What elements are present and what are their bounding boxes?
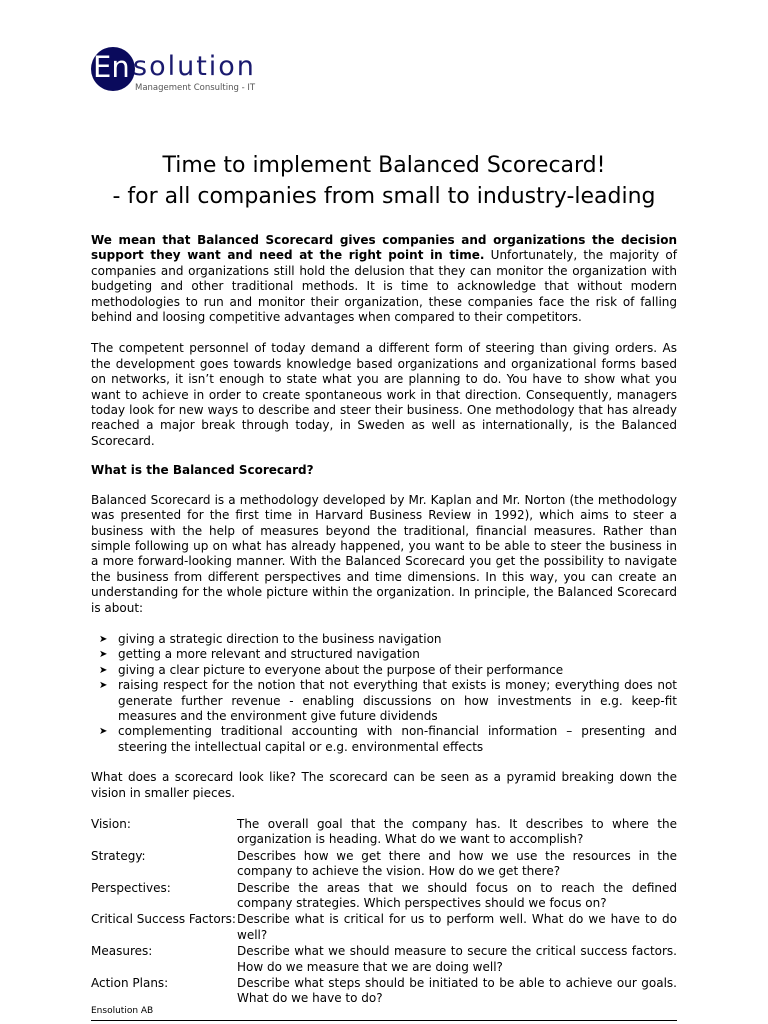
table-row bbox=[91, 944, 677, 976]
table-row bbox=[91, 817, 677, 849]
term: Action Plans: bbox=[91, 976, 169, 991]
description: Describe what we should measure to secure the critical success factors. How do we measure that we are doing well? bbox=[237, 944, 677, 974]
footer-company: Ensolution AB bbox=[91, 1006, 154, 1016]
paragraph-2: The competent personnel of today demand a different form of steering than giving orders. As the development goes towards knowledge based organizations and organizational forms based on networks, it isn’t enough to state what you are planning to do. You have to show what you want to achieve in order to create spontaneous work in that direction. Consequently, managers today look for new ways to describe and steer their business. One methodology that has already reached a major break through today, in Sweden as well as internationally, is the Balanced Scorecard. bbox=[91, 341, 677, 448]
list-item: ➤ complementing traditional accounting with non-financial information – presenting and steering the intellectual capital or e.g. environmental effects bbox=[118, 724, 677, 755]
description: Describes how we get there and how we use the resources in the company to achieve the vision. How do we get there? bbox=[237, 848, 677, 879]
table-row bbox=[91, 881, 677, 913]
logo-tagline: Management Consulting - IT bbox=[135, 83, 256, 93]
paragraph-4: What does a scorecard look like? The scorecard can be seen as a pyramid breaking down the vision in smaller pieces. bbox=[91, 770, 677, 800]
intro-bold: We mean that Balanced Scorecard gives companies and organizations the decision support they want and need at the right point in time. bbox=[91, 233, 677, 263]
description: The overall goal that the company has. It describes to where the organization is heading. What do we want to accomplish? bbox=[237, 817, 677, 847]
table-row bbox=[91, 976, 677, 1008]
list-item: ➤ giving a strategic direction to the business navigation bbox=[118, 632, 677, 647]
list-item: ➤ getting a more relevant and structured navigation bbox=[118, 647, 677, 662]
list-item: ➤ giving a clear picture to everyone about the purpose of their performance bbox=[118, 663, 677, 678]
description: Describe the areas that we should focus on to reach the defined company strategies. Which perspectives should we focus on? bbox=[237, 880, 677, 911]
company-logo bbox=[91, 47, 291, 97]
intro-paragraph bbox=[91, 233, 677, 325]
table-row bbox=[91, 849, 677, 881]
title-line-1: Time to implement Balanced Scorecard! bbox=[162, 153, 606, 178]
description: Describe what steps should be initiated to be able to achieve our goals. What do we have to do? bbox=[237, 976, 677, 1006]
term: Strategy: bbox=[91, 848, 146, 863]
table-row bbox=[91, 912, 677, 944]
term: Critical Success Factors: bbox=[91, 912, 236, 927]
paragraph-3: Balanced Scorecard is a methodology developed by Mr. Kaplan and Mr. Norton (the methodology was presented for the first time in Harvard Business Review in 1992), which aims to steer a business with the help of measures beyond the traditional, financial measures. Rather than simple following up on what has already happened, you want to be able to steer the business in a more forward-looking manner. With the Balanced Scorecard you get the possibility to navigate the business from different perspectives and time dimensions. In this way, you can create an understanding for the whole picture within the organization. In principle, the Balanced Scorecard is about: bbox=[91, 492, 677, 615]
logo-suffix: solution bbox=[133, 51, 256, 82]
definitions-table bbox=[91, 817, 677, 1008]
term: Vision: bbox=[91, 817, 131, 831]
section-heading: What is the Balanced Scorecard? bbox=[91, 463, 314, 478]
document-title bbox=[0, 150, 768, 212]
list-item: ➤ raising respect for the notion that not everything that exists is money; everything does not generate further revenue - enabling discussions on how investments in e.g. keep-fit measures and the environment give future dividends bbox=[118, 678, 677, 724]
term: Measures: bbox=[91, 944, 153, 959]
term: Perspectives: bbox=[91, 880, 171, 895]
logo-prefix: En bbox=[93, 50, 130, 84]
bullet-list bbox=[91, 632, 677, 755]
intro-rest: Unfortunately, the majority of companies and organizations still hold the delusion that they can monitor the organization with budgeting and other traditional methods. It is time to acknowledge that without modern methodologies to run and monitor their organization, these companies face the risk of falling behind and loosing competitive advantages when compared to their competitors. bbox=[91, 248, 677, 325]
footer-divider bbox=[91, 1020, 677, 1021]
document-body bbox=[91, 233, 677, 1008]
description: Describe what is critical for us to perform well. What do we have to do well? bbox=[237, 912, 677, 942]
title-line-2: - for all companies from small to industry-leading bbox=[112, 184, 656, 209]
